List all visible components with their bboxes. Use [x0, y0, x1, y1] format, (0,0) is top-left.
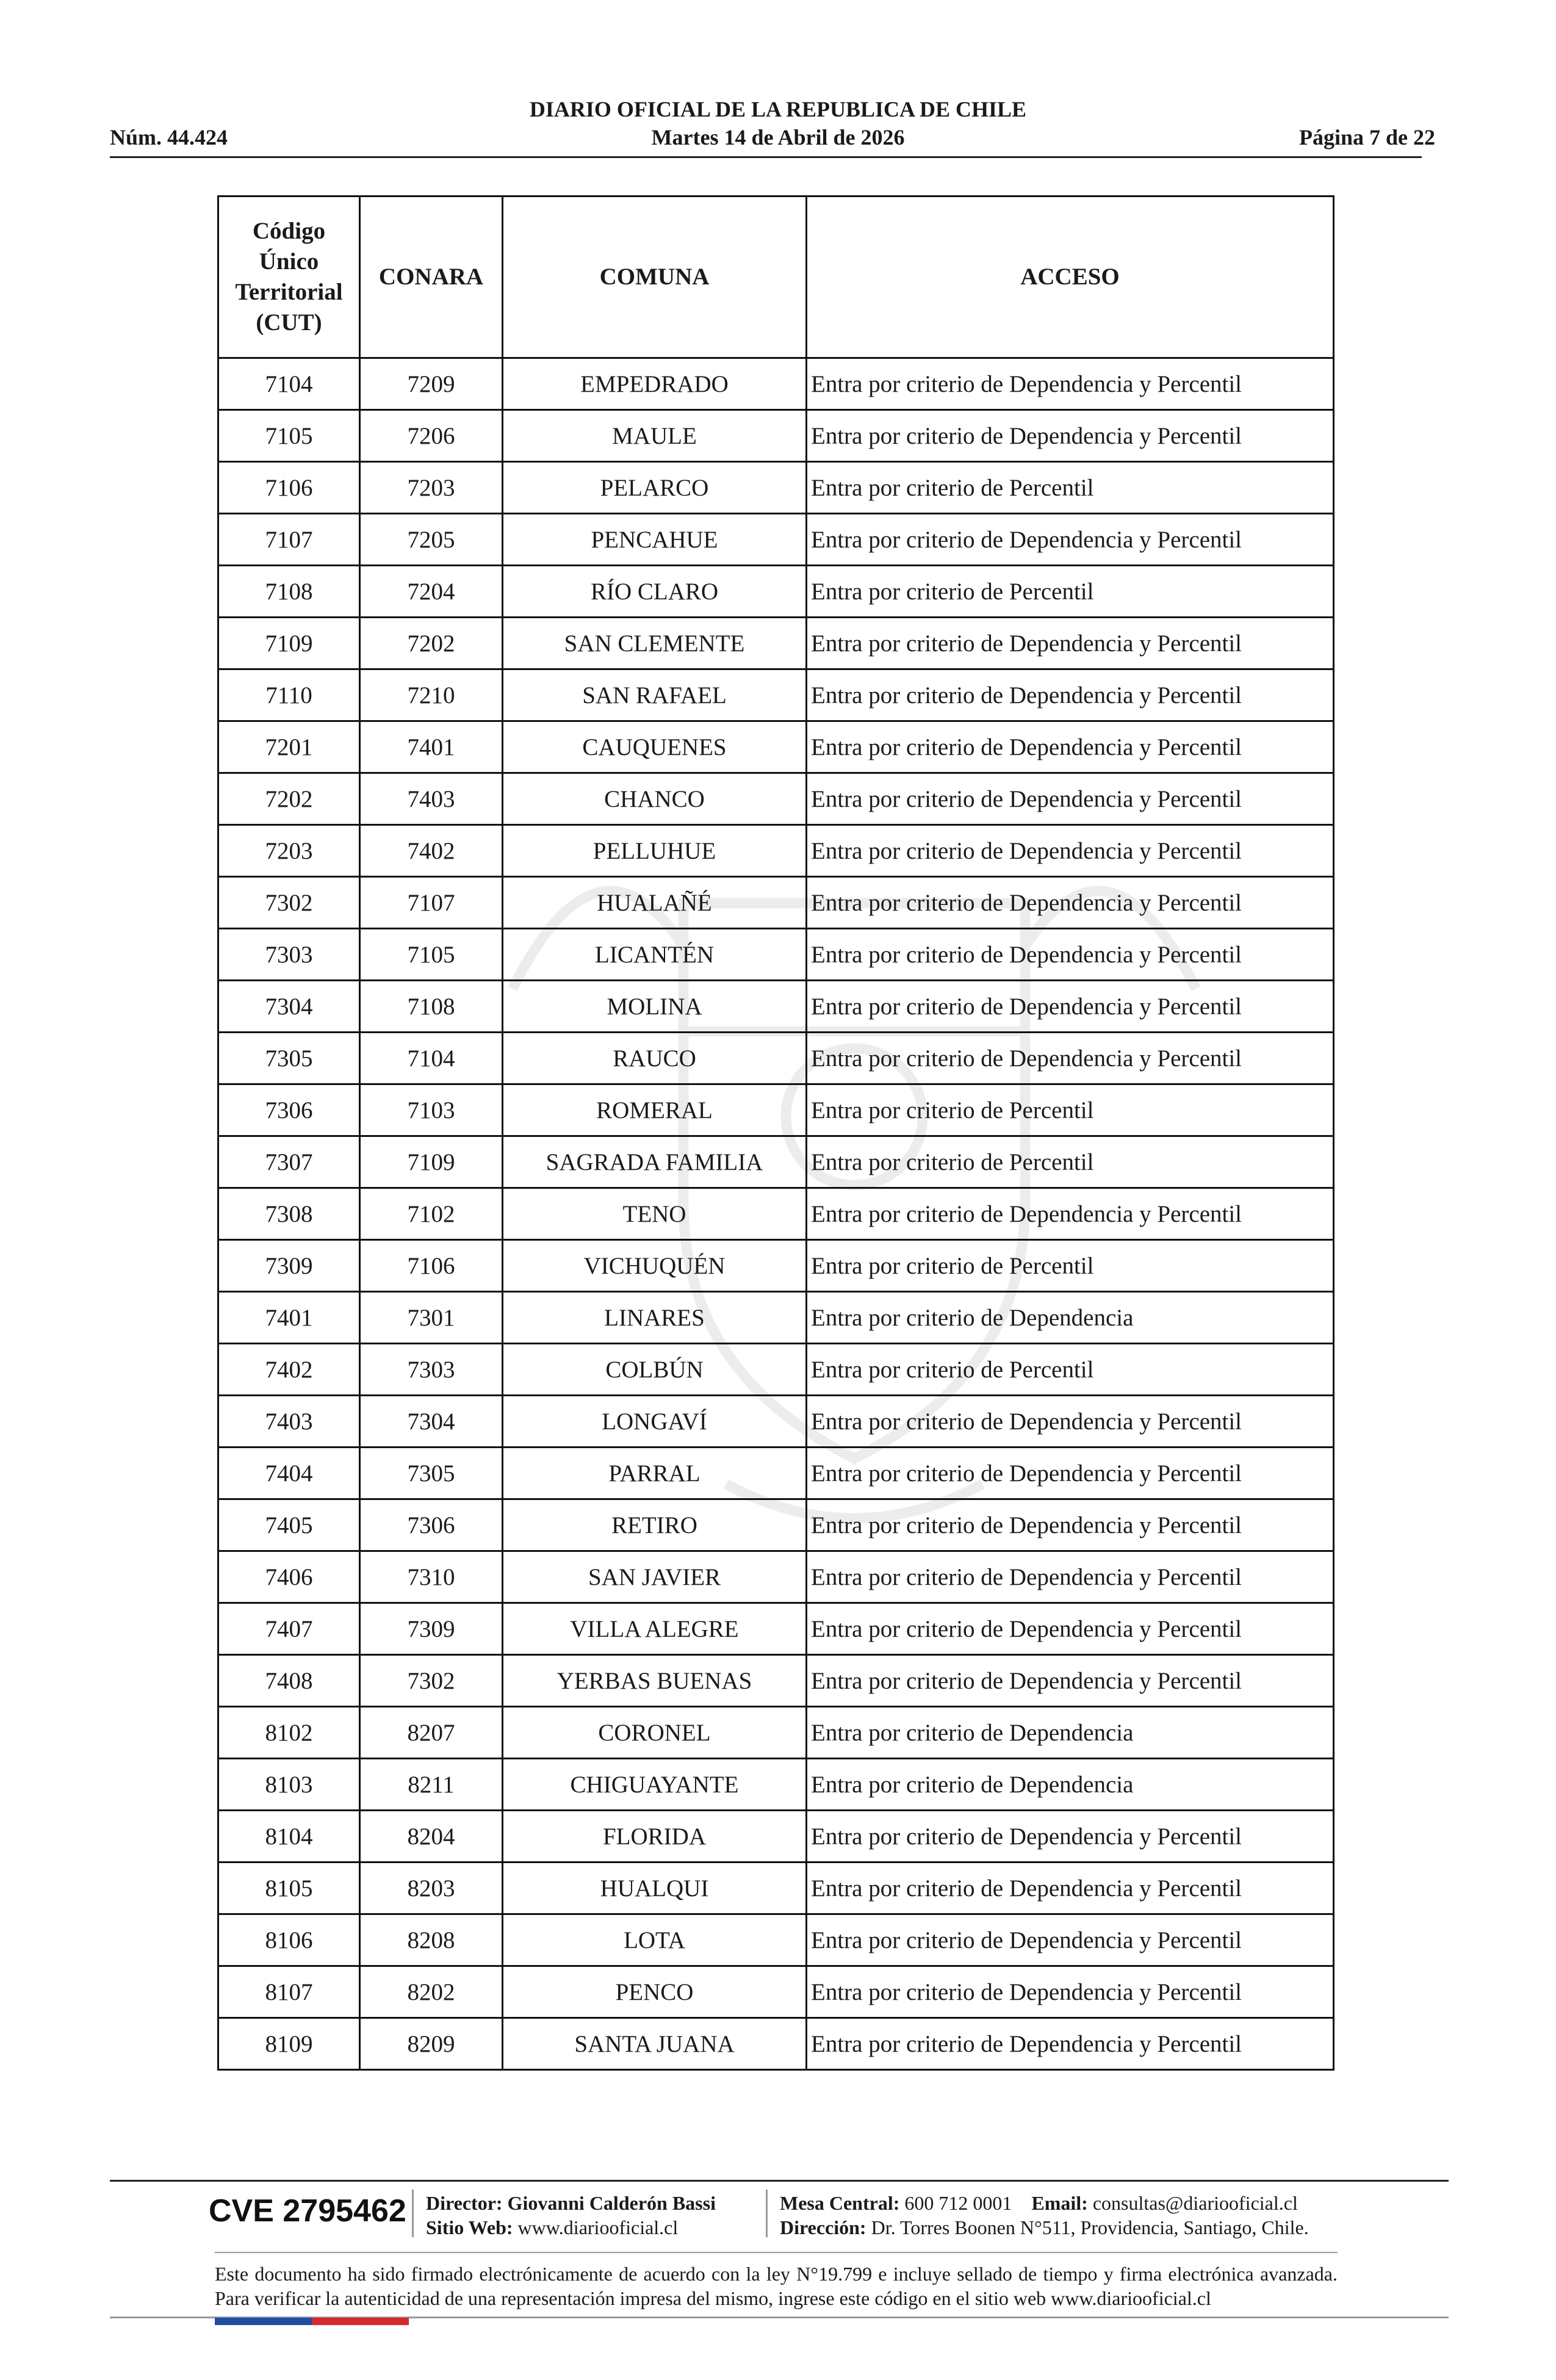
cell-conara: 8207 [360, 1707, 503, 1759]
cell-acceso: Entra por criterio de Dependencia y Percentil [807, 1863, 1334, 1914]
cell-acceso: Entra por criterio de Dependencia y Percentil [807, 981, 1334, 1033]
cell-conara: 7401 [360, 721, 503, 773]
cell-conara: 8211 [360, 1759, 503, 1811]
cell-cut: 7408 [218, 1655, 360, 1707]
cell-comuna: PENCO [503, 1966, 807, 2018]
cell-conara: 8204 [360, 1811, 503, 1863]
cell-conara: 7206 [360, 410, 503, 462]
table-row [218, 773, 1334, 825]
table-row [218, 1603, 1334, 1655]
table-row [218, 1396, 1334, 1448]
table-header-row [218, 197, 1334, 358]
table-row [218, 1966, 1334, 2018]
cell-cut: 7401 [218, 1292, 360, 1344]
cell-conara: 7403 [360, 773, 503, 825]
cell-conara: 8209 [360, 2018, 503, 2070]
table-row [218, 1344, 1334, 1396]
table-row [218, 1084, 1334, 1136]
issue-date: Martes 14 de Abril de 2026 [651, 125, 905, 150]
flag-red-stripe [312, 2318, 409, 2325]
cell-cut: 7105 [218, 410, 360, 462]
mesa-phone: 600 712 0001 [904, 2192, 1012, 2214]
comunas-table [217, 195, 1334, 2071]
cell-acceso: Entra por criterio de Dependencia y Percentil [807, 1966, 1334, 2018]
table-row [218, 1499, 1334, 1551]
cell-cut: 8105 [218, 1863, 360, 1914]
director-label: Director: [426, 2192, 503, 2214]
cell-acceso: Entra por criterio de Dependencia y Percentil [807, 514, 1334, 566]
cell-cut: 7203 [218, 825, 360, 877]
cell-conara: 7204 [360, 566, 503, 618]
cell-acceso: Entra por criterio de Dependencia y Percentil [807, 1188, 1334, 1240]
cell-conara: 7103 [360, 1084, 503, 1136]
cell-cut: 7308 [218, 1188, 360, 1240]
cell-acceso: Entra por criterio de Dependencia y Percentil [807, 1603, 1334, 1655]
cell-acceso: Entra por criterio de Dependencia [807, 1707, 1334, 1759]
cell-acceso: Entra por criterio de Percentil [807, 1240, 1334, 1292]
cell-cut: 7106 [218, 462, 360, 514]
header-cut [218, 197, 360, 358]
cell-comuna: RÍO CLARO [503, 566, 807, 618]
cell-cut: 7201 [218, 721, 360, 773]
table-row [218, 721, 1334, 773]
cell-conara: 7301 [360, 1292, 503, 1344]
direccion-label: Dirección: [780, 2216, 866, 2238]
cell-conara: 8202 [360, 1966, 503, 2018]
table-row [218, 514, 1334, 566]
cell-comuna: COLBÚN [503, 1344, 807, 1396]
cell-comuna: TENO [503, 1188, 807, 1240]
cell-conara: 7304 [360, 1396, 503, 1448]
cell-cut: 8109 [218, 2018, 360, 2070]
table-row [218, 929, 1334, 981]
cell-conara: 7205 [360, 514, 503, 566]
table-row [218, 1707, 1334, 1759]
footer-separator [412, 2190, 414, 2237]
table-row [218, 1551, 1334, 1603]
header-cut-line: Territorial [235, 279, 343, 305]
header-comuna: COMUNA [503, 197, 807, 358]
table-row [218, 618, 1334, 669]
newspaper-title: DIARIO OFICIAL DE LA REPUBLICA DE CHILE [529, 97, 1027, 121]
table-row [218, 1292, 1334, 1344]
cell-cut: 7104 [218, 358, 360, 410]
table-row [218, 669, 1334, 721]
cell-comuna: SAN CLEMENTE [503, 618, 807, 669]
cell-cut: 7302 [218, 877, 360, 929]
mesa-label: Mesa Central: [780, 2192, 900, 2214]
cell-cut: 7108 [218, 566, 360, 618]
cell-conara: 7302 [360, 1655, 503, 1707]
cell-comuna: HUALAÑÉ [503, 877, 807, 929]
direccion-value: Dr. Torres Boonen N°511, Providencia, Santiago, Chile. [871, 2216, 1309, 2238]
table-row [218, 1863, 1334, 1914]
table-row [218, 566, 1334, 618]
table-row [218, 1655, 1334, 1707]
cell-acceso: Entra por criterio de Dependencia [807, 1292, 1334, 1344]
cell-acceso: Entra por criterio de Dependencia y Percentil [807, 929, 1334, 981]
cell-acceso: Entra por criterio de Dependencia y Percentil [807, 1396, 1334, 1448]
cell-cut: 7306 [218, 1084, 360, 1136]
cell-cut: 7107 [218, 514, 360, 566]
cell-conara: 7102 [360, 1188, 503, 1240]
cell-acceso: Entra por criterio de Percentil [807, 566, 1334, 618]
cell-comuna: CORONEL [503, 1707, 807, 1759]
cell-comuna: LINARES [503, 1292, 807, 1344]
cell-cut: 7110 [218, 669, 360, 721]
cell-conara: 7305 [360, 1448, 503, 1499]
cell-acceso: Entra por criterio de Dependencia y Percentil [807, 1499, 1334, 1551]
cell-conara: 7306 [360, 1499, 503, 1551]
cell-comuna: HUALQUI [503, 1863, 807, 1914]
header-conara: CONARA [360, 197, 503, 358]
signature-note: Este documento ha sido firmado electrónicamente de acuerdo con la ley N°19.799 e incluye sellado de tiempo y firma electrónica avanzada. Para verificar la autenticidad de una representación impresa del mismo, ingrese este código en el sitio web www.diariooficial.cl [215, 2263, 1338, 2309]
cell-comuna: PENCAHUE [503, 514, 807, 566]
cell-cut: 7109 [218, 618, 360, 669]
table-row [218, 1759, 1334, 1811]
cell-acceso: Entra por criterio de Percentil [807, 1136, 1334, 1188]
cell-conara: 7402 [360, 825, 503, 877]
cell-comuna: SAGRADA FAMILIA [503, 1136, 807, 1188]
page-indicator: Página 7 de 22 [1298, 125, 1435, 150]
footer-divider-mid [215, 2252, 1338, 2253]
table-row [218, 1448, 1334, 1499]
cell-cut: 7303 [218, 929, 360, 981]
cell-acceso: Entra por criterio de Dependencia y Percentil [807, 618, 1334, 669]
cell-comuna: MOLINA [503, 981, 807, 1033]
web-label: Sitio Web: [426, 2216, 513, 2238]
cell-acceso: Entra por criterio de Dependencia y Percentil [807, 773, 1334, 825]
cell-cut: 7402 [218, 1344, 360, 1396]
cell-acceso: Entra por criterio de Dependencia y Percentil [807, 1914, 1334, 1966]
cell-conara: 7107 [360, 877, 503, 929]
cell-cut: 8107 [218, 1966, 360, 2018]
flag-blue-stripe [215, 2318, 312, 2325]
cell-acceso: Entra por criterio de Dependencia y Percentil [807, 721, 1334, 773]
cell-comuna: FLORIDA [503, 1811, 807, 1863]
cell-conara: 7106 [360, 1240, 503, 1292]
table-row [218, 1136, 1334, 1188]
cell-acceso: Entra por criterio de Percentil [807, 1344, 1334, 1396]
cell-cut: 7404 [218, 1448, 360, 1499]
email-label: Email: [1031, 2192, 1088, 2214]
table-row [218, 877, 1334, 929]
cell-comuna: RAUCO [503, 1033, 807, 1084]
issue-number: Núm. 44.424 [110, 125, 228, 150]
cell-acceso: Entra por criterio de Dependencia [807, 1759, 1334, 1811]
cell-comuna: CHANCO [503, 773, 807, 825]
cell-conara: 7310 [360, 1551, 503, 1603]
cell-comuna: EMPEDRADO [503, 358, 807, 410]
director-name: Giovanni Calderón Bassi [507, 2192, 716, 2214]
header-cut-line: Único [259, 248, 319, 275]
cell-comuna: MAULE [503, 410, 807, 462]
header-cut-line: (CUT) [256, 309, 322, 336]
cell-cut: 7309 [218, 1240, 360, 1292]
cell-conara: 7203 [360, 462, 503, 514]
cell-cut: 8104 [218, 1811, 360, 1863]
cell-comuna: SANTA JUANA [503, 2018, 807, 2070]
table-row [218, 1033, 1334, 1084]
cell-cut: 8106 [218, 1914, 360, 1966]
cell-acceso: Entra por criterio de Percentil [807, 462, 1334, 514]
cell-conara: 7108 [360, 981, 503, 1033]
cell-conara: 8203 [360, 1863, 503, 1914]
cell-acceso: Entra por criterio de Dependencia y Percentil [807, 877, 1334, 929]
cell-acceso: Entra por criterio de Percentil [807, 1084, 1334, 1136]
table-row [218, 1240, 1334, 1292]
web-link[interactable]: www.diariooficial.cl [517, 2216, 679, 2238]
cell-cut: 7307 [218, 1136, 360, 1188]
footer-divider-top [110, 2180, 1449, 2182]
cell-cut: 7405 [218, 1499, 360, 1551]
cell-cut: 7202 [218, 773, 360, 825]
table-row [218, 1188, 1334, 1240]
cell-acceso: Entra por criterio de Dependencia y Percentil [807, 1033, 1334, 1084]
cell-acceso: Entra por criterio de Dependencia y Percentil [807, 669, 1334, 721]
table-row [218, 2018, 1334, 2070]
header-cut-line: Código [252, 218, 326, 244]
cell-acceso: Entra por criterio de Dependencia y Percentil [807, 1811, 1334, 1863]
cell-comuna: PELARCO [503, 462, 807, 514]
cell-cut: 7407 [218, 1603, 360, 1655]
cell-cut: 7305 [218, 1033, 360, 1084]
cell-comuna: VICHUQUÉN [503, 1240, 807, 1292]
cell-conara: 7303 [360, 1344, 503, 1396]
cell-comuna: YERBAS BUENAS [503, 1655, 807, 1707]
cell-comuna: CAUQUENES [503, 721, 807, 773]
cell-cut: 8102 [218, 1707, 360, 1759]
cell-comuna: LONGAVÍ [503, 1396, 807, 1448]
cell-conara: 7309 [360, 1603, 503, 1655]
table-row [218, 981, 1334, 1033]
cell-cut: 7304 [218, 981, 360, 1033]
table-row [218, 410, 1334, 462]
header-acceso: ACCESO [807, 197, 1334, 358]
cell-acceso: Entra por criterio de Dependencia y Percentil [807, 1551, 1334, 1603]
table-row [218, 1811, 1334, 1863]
email-link[interactable]: consultas@diariooficial.cl [1092, 2192, 1298, 2214]
cell-comuna: LOTA [503, 1914, 807, 1966]
cell-conara: 7104 [360, 1033, 503, 1084]
cell-conara: 7210 [360, 669, 503, 721]
cell-cut: 7406 [218, 1551, 360, 1603]
footer-separator [766, 2190, 768, 2237]
cell-acceso: Entra por criterio de Dependencia y Percentil [807, 358, 1334, 410]
cell-conara: 7209 [360, 358, 503, 410]
cell-acceso: Entra por criterio de Dependencia y Percentil [807, 410, 1334, 462]
cell-comuna: SAN RAFAEL [503, 669, 807, 721]
table-row [218, 358, 1334, 410]
cell-cut: 8103 [218, 1759, 360, 1811]
cell-comuna: PARRAL [503, 1448, 807, 1499]
cell-conara: 7105 [360, 929, 503, 981]
table-row [218, 462, 1334, 514]
cell-conara: 8208 [360, 1914, 503, 1966]
cell-comuna: SAN JAVIER [503, 1551, 807, 1603]
cell-cut: 7403 [218, 1396, 360, 1448]
footer-contact-block [780, 2191, 1309, 2240]
cell-comuna: CHIGUAYANTE [503, 1759, 807, 1811]
cell-acceso: Entra por criterio de Dependencia y Percentil [807, 2018, 1334, 2070]
cell-conara: 7202 [360, 618, 503, 669]
cve-code: CVE 2795462 [209, 2193, 406, 2229]
footer-director-block [426, 2191, 716, 2240]
header-divider [110, 156, 1422, 158]
flag-stripe [215, 2318, 409, 2325]
cell-conara: 7109 [360, 1136, 503, 1188]
table-row [218, 825, 1334, 877]
cell-comuna: RETIRO [503, 1499, 807, 1551]
cell-acceso: Entra por criterio de Dependencia y Percentil [807, 1448, 1334, 1499]
cell-acceso: Entra por criterio de Dependencia y Percentil [807, 825, 1334, 877]
table-row [218, 1914, 1334, 1966]
cell-acceso: Entra por criterio de Dependencia y Percentil [807, 1655, 1334, 1707]
cell-comuna: VILLA ALEGRE [503, 1603, 807, 1655]
cell-comuna: LICANTÉN [503, 929, 807, 981]
cell-comuna: ROMERAL [503, 1084, 807, 1136]
cell-comuna: PELLUHUE [503, 825, 807, 877]
